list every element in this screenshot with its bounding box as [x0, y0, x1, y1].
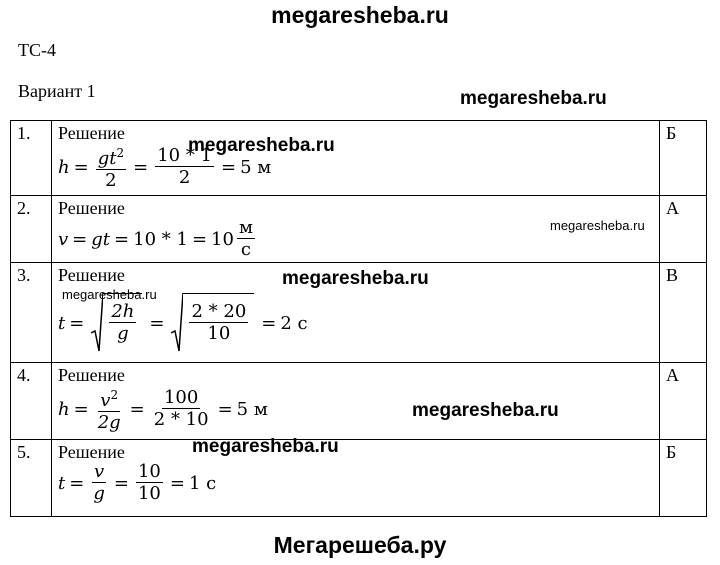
exponent: 2 — [116, 146, 125, 160]
table-row-1 — [11, 121, 707, 196]
watermark-top: megaresheba.ru — [271, 2, 449, 28]
table-row-4 — [11, 363, 707, 440]
numerator: v — [100, 390, 111, 411]
result: 1 с — [188, 473, 217, 494]
sqrt — [171, 293, 254, 353]
task-answer: Б — [660, 121, 707, 196]
denominator: 2 — [178, 167, 191, 188]
task-answer: А — [660, 196, 707, 263]
task-answer: Б — [660, 440, 707, 517]
fraction — [152, 388, 211, 431]
solution-label: Решение — [58, 198, 125, 218]
numerator: 2h — [111, 301, 135, 322]
fraction — [96, 385, 123, 434]
sqrt — [91, 293, 142, 353]
formula-3: t = $\frac{2h}{g}$ = $\frac{2 * 20}{10}$ = 2 с — [58, 293, 659, 353]
numerator: v — [94, 461, 105, 482]
solution-label: Решение — [58, 123, 125, 143]
value: 10 — [211, 229, 234, 250]
solution-label: Решение — [58, 265, 125, 285]
watermark-task2: megaresheba.ru — [550, 218, 645, 233]
solution-label: Решение — [58, 442, 125, 462]
formula-5: t = $\frac{v}{g}$ = $\frac{10}{10}$ = 1 с — [58, 461, 217, 504]
numerator: gt — [97, 148, 117, 169]
var-lhs: v — [58, 229, 69, 250]
solutions-table — [10, 120, 707, 517]
numerator: 10 — [137, 461, 161, 482]
result: 2 с — [280, 312, 308, 334]
watermark-bottom: Мегарешеба.ру — [273, 532, 447, 558]
watermark-task4: megaresheba.ru — [412, 400, 559, 421]
unit-numerator: м — [238, 217, 253, 238]
numerator: 100 — [163, 387, 199, 408]
task-solution — [52, 363, 660, 440]
task-solution — [52, 121, 660, 196]
task-number: 1. — [11, 121, 52, 196]
exponent: 2 — [110, 388, 119, 402]
test-code: ТС-4 — [18, 40, 56, 60]
fraction — [136, 462, 163, 505]
watermark-task3: megaresheba.ru — [282, 268, 429, 289]
table-row-5 — [11, 440, 707, 517]
result: 5 м — [240, 157, 272, 178]
watermark-task5: megaresheba.ru — [192, 436, 339, 457]
denominator: g — [117, 323, 129, 344]
fraction — [96, 143, 126, 192]
expression: gt — [91, 229, 111, 250]
task-number: 2. — [11, 196, 52, 263]
formula-2: v = gt = 10 * 1 = 10 $\frac{м}{с}$ — [58, 217, 253, 260]
result: 5 м — [236, 399, 268, 420]
task-answer: А — [660, 363, 707, 440]
radical-sign-icon — [171, 293, 183, 353]
radical-sign-icon — [91, 293, 103, 353]
denominator: 2 * 10 — [153, 409, 209, 430]
task-number: 3. — [11, 263, 52, 363]
calculation: 10 * 1 — [133, 229, 188, 250]
denominator: 10 — [137, 483, 161, 504]
denominator: 2 — [105, 170, 117, 191]
task-answer: В — [660, 263, 707, 363]
task-number: 4. — [11, 363, 52, 440]
fraction — [91, 462, 107, 505]
unit-denominator: с — [240, 239, 251, 260]
unit-fraction — [237, 218, 255, 261]
denominator: g — [93, 483, 105, 504]
fraction — [189, 302, 248, 345]
denominator: 10 — [207, 323, 231, 344]
watermark-task1: megaresheba.ru — [188, 135, 335, 156]
var-lhs: h — [58, 157, 70, 178]
numerator: 10 * 1 — [157, 145, 212, 166]
var-lhs: t — [58, 473, 66, 494]
task-number: 5. — [11, 440, 52, 517]
variant-title: Вариант 1 — [18, 81, 96, 101]
var-lhs: h — [58, 399, 70, 420]
formula-4: h = $\frac{v^2}{2g}$ = $\frac{100}{2 * 10}$ = 5 м — [58, 387, 268, 433]
formula-1: h = $\frac{gt^2}{2}$ = $\frac{10 * 1}{2}$ = 5 м — [58, 145, 272, 191]
numerator: 2 * 20 — [191, 301, 247, 322]
fraction — [109, 302, 136, 345]
watermark-variant: megaresheba.ru — [460, 88, 607, 109]
denominator: 2g — [97, 412, 121, 433]
var-lhs: t — [58, 312, 66, 334]
watermark-task3-small: megaresheba.ru — [62, 287, 157, 302]
solution-label: Решение — [58, 365, 125, 385]
task-solution — [52, 440, 660, 517]
